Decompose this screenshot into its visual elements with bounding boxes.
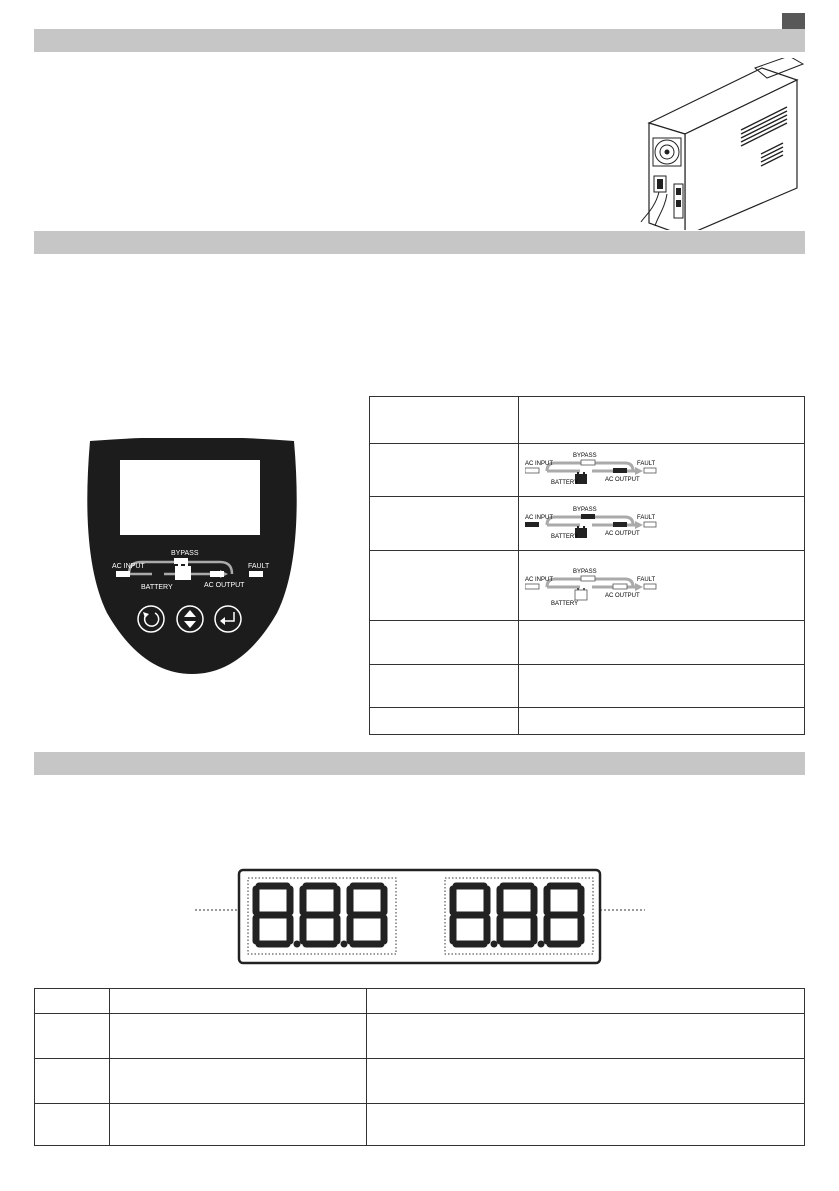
fault-led bbox=[249, 571, 263, 577]
power-cycle-button[interactable] bbox=[138, 606, 164, 632]
flow-label-ac-input: AC INPUT bbox=[525, 514, 554, 521]
section-header-bar-1 bbox=[34, 29, 805, 52]
decimal-point bbox=[491, 941, 498, 948]
panel-label-ac-output: AC OUTPUT bbox=[204, 582, 245, 589]
table-row bbox=[370, 665, 805, 708]
panel-label-bypass: BYPASS bbox=[171, 550, 199, 557]
table-row bbox=[35, 1014, 805, 1059]
lcd-window bbox=[120, 460, 260, 535]
up-down-button[interactable] bbox=[177, 606, 203, 632]
page-corner-tab bbox=[782, 13, 805, 29]
flow-label-battery: BATTERY bbox=[551, 600, 579, 607]
decimal-point bbox=[294, 941, 301, 948]
ac-output-led bbox=[210, 571, 224, 577]
table-row bbox=[370, 397, 805, 444]
display-table bbox=[34, 988, 805, 1146]
table-row bbox=[370, 551, 805, 621]
table-row bbox=[35, 1059, 805, 1104]
flow-label-bypass: BYPASS bbox=[573, 453, 597, 459]
table-row bbox=[35, 989, 805, 1014]
ups-rear-illustration bbox=[637, 58, 807, 230]
flow-label-ac-output: AC OUTPUT bbox=[605, 477, 640, 483]
table-row bbox=[370, 444, 805, 497]
flow-label-ac-input: AC INPUT bbox=[525, 461, 554, 467]
flow-label-bypass: BYPASS bbox=[573, 568, 597, 575]
flow-label-bypass: BYPASS bbox=[573, 506, 597, 513]
table-row bbox=[35, 1104, 805, 1146]
flow-diagram-1 bbox=[525, 448, 665, 492]
flow-label-fault: FAULT bbox=[637, 514, 656, 521]
control-panel bbox=[82, 438, 302, 675]
section-header-bar-2 bbox=[34, 231, 805, 254]
ac-input-led bbox=[116, 571, 130, 577]
decimal-point bbox=[341, 941, 348, 948]
flow-diagram-3 bbox=[525, 564, 665, 608]
table-row bbox=[370, 497, 805, 551]
flow-label-fault: FAULT bbox=[637, 461, 656, 467]
panel-label-battery: BATTERY bbox=[141, 584, 173, 591]
panel-label-fault: FAULT bbox=[248, 563, 270, 570]
panel-label-ac-input: AC INPUT bbox=[112, 563, 145, 570]
flow-label-ac-input: AC INPUT bbox=[525, 576, 554, 583]
flow-label-fault: FAULT bbox=[637, 576, 656, 583]
table-row bbox=[370, 621, 805, 665]
flow-label-battery: BATTERY bbox=[551, 533, 579, 540]
flow-label-battery: BATTERY bbox=[551, 480, 579, 486]
section-header-bar-3 bbox=[34, 752, 805, 775]
table-row bbox=[370, 708, 805, 735]
enter-button[interactable] bbox=[215, 606, 241, 632]
mode-table bbox=[369, 396, 805, 735]
flow-diagram-2 bbox=[525, 502, 665, 546]
flow-label-ac-output: AC OUTPUT bbox=[605, 592, 640, 599]
flow-label-ac-output: AC OUTPUT bbox=[605, 530, 640, 537]
decimal-point bbox=[538, 941, 545, 948]
lcd-display-diagram bbox=[190, 868, 650, 968]
